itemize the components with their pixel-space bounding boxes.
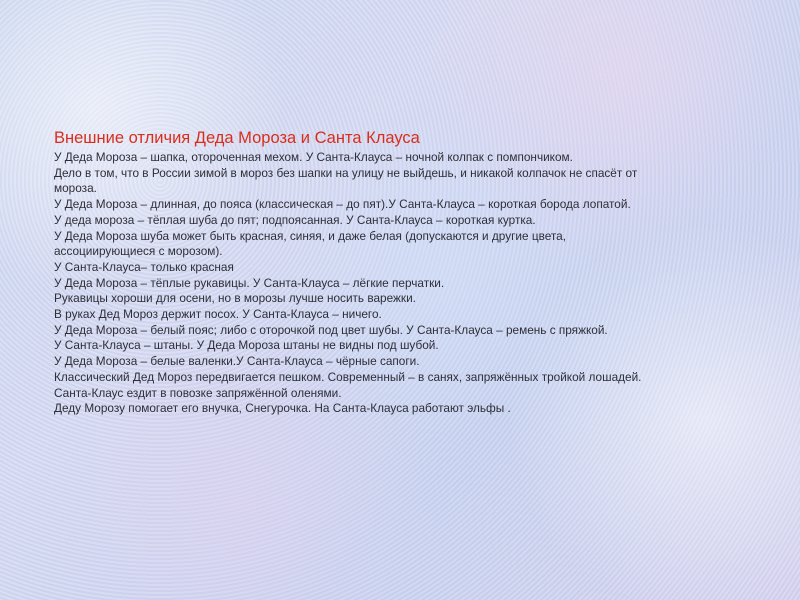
text-line: У Деда Мороза – белые валенки.У Санта-Клауса – чёрные сапоги. <box>54 354 420 369</box>
text-line: ассоциирующиеся с морозом). <box>54 244 223 259</box>
text-line: Санта-Клаус ездит в повозке запряжённой оленями. <box>54 385 342 400</box>
text-line: Дело в том, что в России зимой в мороз без шапки на улицу не выйдешь, и никакой колпачок не спасёт от <box>54 165 638 180</box>
text-line: У деда мороза – тёплая шуба до пят; подпоясанная. У Санта-Клауса – короткая куртка. <box>54 212 536 227</box>
slide-content <box>54 128 734 417</box>
text-line: У Санта-Клауса– только красная <box>54 259 234 274</box>
text-line: У Деда Мороза – шапка, отороченная мехом. У Санта-Клауса – ночной колпак с помпончиком. <box>54 150 573 164</box>
text-line: мороза. <box>54 181 97 196</box>
slide-title: Внешние отличия Деда Мороза и Санта Клауса <box>54 129 420 147</box>
text-line: У Деда Мороза шуба может быть красная, синяя, и даже белая (допускаются и другие цвета, <box>54 228 566 243</box>
text-line: Деду Морозу помогает его внучка, Снегурочка. На Санта-Клауса работают эльфы . <box>54 401 511 416</box>
text-line: У Санта-Клауса – штаны. У Деда Мороза штаны не видны под шубой. <box>54 338 439 353</box>
text-line: Рукавицы хороши для осени, но в морозы лучше носить варежки. <box>54 291 416 306</box>
text-line: У Деда Мороза – белый пояс; либо с оторочкой под цвет шубы. У Санта-Клауса – ремень с пряжкой. <box>54 322 608 337</box>
text-line: В руках Дед Мороз держит посох. У Санта-Клауса – ничего. <box>54 307 382 322</box>
text-line: У Деда Мороза – длинная, до пояса (классическая – до пят).У Санта-Клауса – короткая борода лопатой. <box>54 197 631 212</box>
text-line: У Деда Мороза – тёплые рукавицы. У Санта-Клауса – лёгкие перчатки. <box>54 275 445 290</box>
text-line: Классический Дед Мороз передвигается пешком. Современный – в санях, запряжённых тройкой лошадей. <box>54 369 642 384</box>
